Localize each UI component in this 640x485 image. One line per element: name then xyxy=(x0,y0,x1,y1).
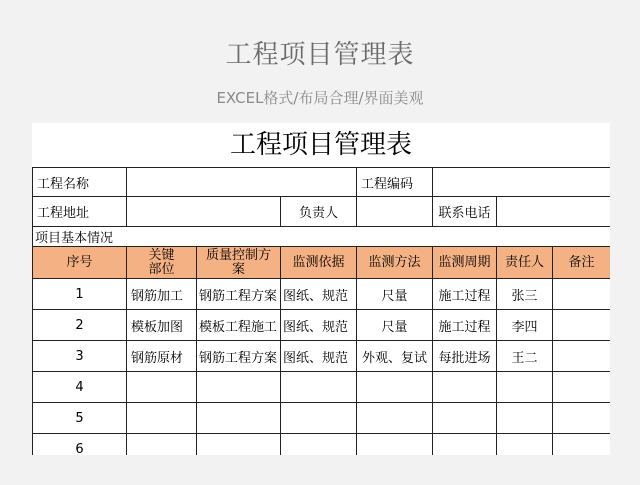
project-name-cell[interactable] xyxy=(127,168,357,197)
cell-cycle[interactable] xyxy=(433,372,497,403)
cell-cycle[interactable] xyxy=(433,434,497,456)
cell-owner[interactable]: 李四 xyxy=(497,310,553,341)
cell-plan[interactable]: 钢筋工程方案 xyxy=(197,341,281,372)
cell-basis[interactable]: 图纸、规范 xyxy=(281,341,357,372)
col-header: 备注 xyxy=(553,247,610,279)
cell-basis[interactable] xyxy=(281,434,357,456)
cell-method[interactable] xyxy=(357,372,433,403)
cell-note[interactable] xyxy=(553,310,610,341)
label-project-name: 工程名称 xyxy=(33,168,127,197)
cell-owner[interactable]: 张三 xyxy=(497,279,553,310)
cell-method[interactable]: 尺量 xyxy=(357,310,433,341)
cell-basis[interactable] xyxy=(281,403,357,434)
cell-no[interactable]: 2 xyxy=(33,310,127,341)
table-row xyxy=(33,341,611,372)
cell-owner[interactable] xyxy=(497,372,553,403)
col-header: 监测周期 xyxy=(433,247,497,279)
project-address-cell[interactable] xyxy=(127,197,281,227)
table-row xyxy=(33,434,611,456)
cell-part[interactable] xyxy=(127,372,197,403)
col-header: 监测依据 xyxy=(281,247,357,279)
cell-part[interactable]: 钢筋原材 xyxy=(127,341,197,372)
label-project-code: 工程编码 xyxy=(357,168,433,197)
info-row-2 xyxy=(33,197,611,227)
spreadsheet xyxy=(32,123,610,455)
cell-note[interactable] xyxy=(553,403,610,434)
col-header: 序号 xyxy=(33,247,127,279)
cell-plan[interactable]: 钢筋工程方案 xyxy=(197,279,281,310)
sheet-title: 工程项目管理表 xyxy=(229,130,412,160)
cell-no[interactable]: 6 xyxy=(33,434,127,456)
table-row xyxy=(33,310,611,341)
cell-no[interactable]: 3 xyxy=(33,341,127,372)
cell-cycle[interactable]: 施工过程 xyxy=(433,279,497,310)
cell-method[interactable]: 尺量 xyxy=(357,279,433,310)
info-row-1 xyxy=(33,168,611,197)
cell-part[interactable] xyxy=(127,434,197,456)
cell-part[interactable]: 模板加图 xyxy=(127,310,197,341)
cell-no[interactable]: 4 xyxy=(33,372,127,403)
cell-note[interactable] xyxy=(553,279,610,310)
table-row xyxy=(33,403,611,434)
table-header-row xyxy=(33,247,611,279)
page-title: 工程项目管理表 xyxy=(225,40,415,70)
cell-cycle[interactable]: 每批进场 xyxy=(433,341,497,372)
col-header: 监测方法 xyxy=(357,247,433,279)
section-label: 项目基本情况 xyxy=(33,227,611,247)
cell-owner[interactable] xyxy=(497,434,553,456)
table-row xyxy=(33,372,611,403)
cell-owner[interactable] xyxy=(497,403,553,434)
cell-method[interactable] xyxy=(357,434,433,456)
col-header: 质量控制方 案 xyxy=(197,247,281,279)
section-row xyxy=(33,227,611,247)
col-header: 责任人 xyxy=(497,247,553,279)
cell-part[interactable]: 钢筋加工 xyxy=(127,279,197,310)
cell-plan[interactable] xyxy=(197,372,281,403)
cell-method[interactable]: 外观、复试 xyxy=(357,341,433,372)
cell-plan[interactable] xyxy=(197,434,281,456)
cell-method[interactable] xyxy=(357,403,433,434)
label-person-in-charge: 负责人 xyxy=(281,197,357,227)
cell-cycle[interactable] xyxy=(433,403,497,434)
cell-plan[interactable]: 模板工程施工 xyxy=(197,310,281,341)
cell-basis[interactable]: 图纸、规范 xyxy=(281,310,357,341)
cell-part[interactable] xyxy=(127,403,197,434)
cell-no[interactable]: 5 xyxy=(33,403,127,434)
page-subtitle: EXCEL格式/布局合理/界面美观 xyxy=(216,89,424,107)
table-row xyxy=(33,279,611,310)
person-in-charge-cell[interactable] xyxy=(357,197,433,227)
cell-basis[interactable] xyxy=(281,372,357,403)
project-code-cell[interactable] xyxy=(433,168,610,197)
project-table xyxy=(32,167,610,455)
cell-basis[interactable]: 图纸、规范 xyxy=(281,279,357,310)
cell-note[interactable] xyxy=(553,372,610,403)
col-header: 关键 部位 xyxy=(127,247,197,279)
cell-no[interactable]: 1 xyxy=(33,279,127,310)
cell-plan[interactable] xyxy=(197,403,281,434)
label-contact-phone: 联系电话 xyxy=(433,197,497,227)
label-project-address: 工程地址 xyxy=(33,197,127,227)
cell-note[interactable] xyxy=(553,434,610,456)
contact-phone-cell[interactable] xyxy=(497,197,610,227)
cell-owner[interactable]: 王二 xyxy=(497,341,553,372)
cell-note[interactable] xyxy=(553,341,610,372)
cell-cycle[interactable]: 施工过程 xyxy=(433,310,497,341)
